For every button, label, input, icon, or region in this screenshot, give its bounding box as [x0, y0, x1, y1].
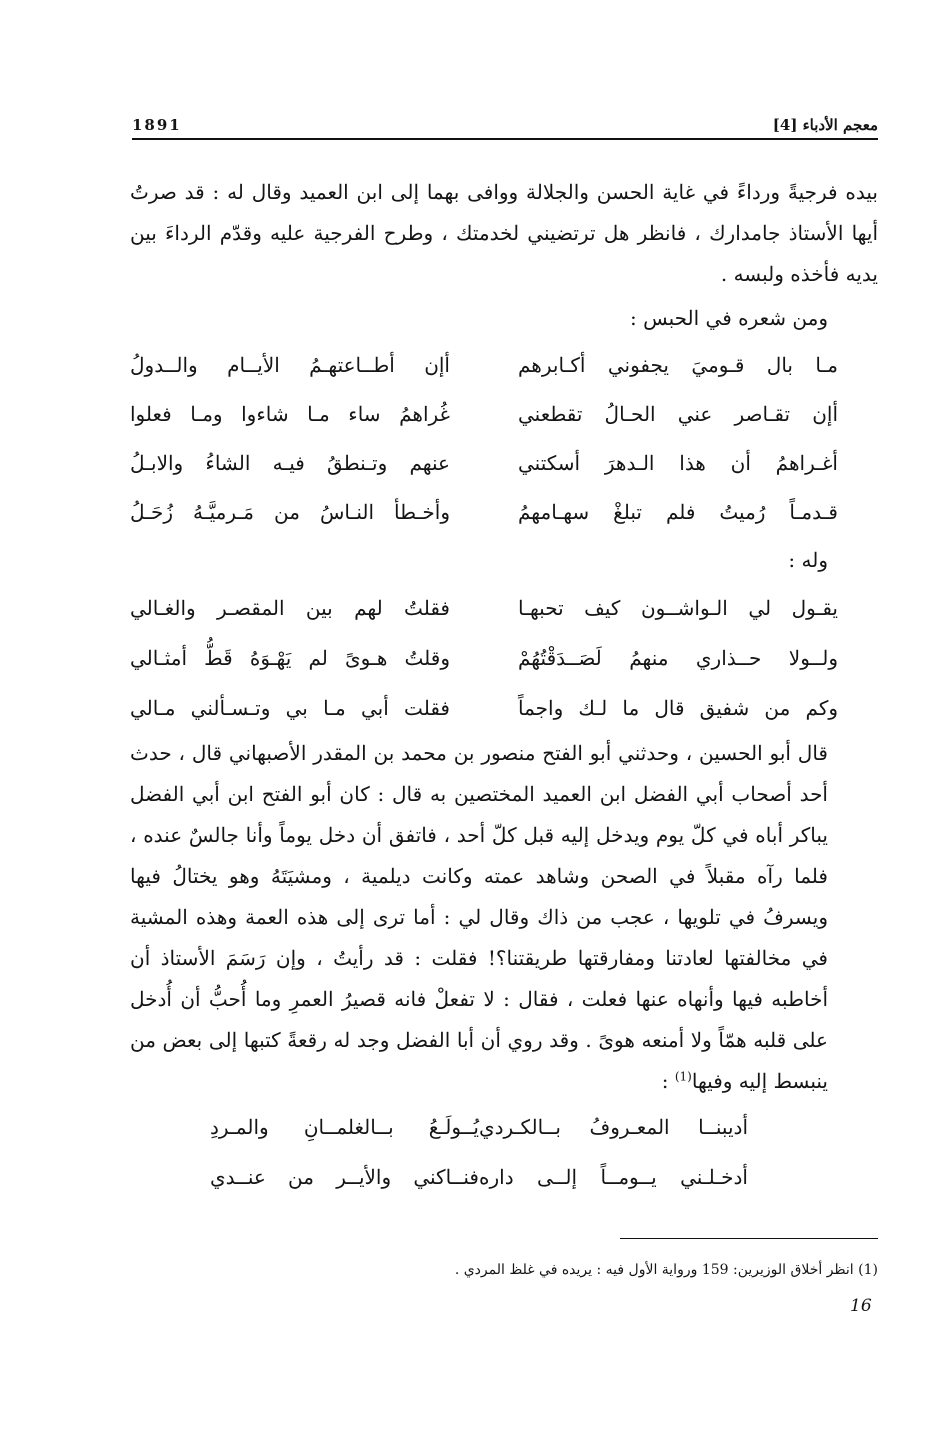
verse-second-hemistich: غُراهمُ ساء مـا شاءوا ومـا فعلوا — [130, 402, 450, 426]
paragraph-1: بيده فرجيةً ورداءً في غاية الحسن والجلالة ووافى بهما إلى ابن العميد وقال له : قد صرتُ أيها الأستاذ جامدارك ، فانظر هل ترتضيني لخدمتك ، وطرح الفرجية عليه وقدّم الرداءَ بين يديه فأخذه ولبسه . — [130, 180, 878, 286]
verse-row — [130, 439, 878, 488]
running-title: معجم الأدباء [4] — [772, 116, 878, 134]
verse-second-hemistich: فقلت أبي مـا بي وتـسـألني مـالي — [130, 695, 450, 720]
verse-first-hemistich: يقـول لي الـواشــون كيف تحبهـا — [518, 595, 838, 620]
page-number: 16 — [850, 1296, 872, 1316]
footnote-marker[interactable]: (1) — [674, 1069, 692, 1084]
verse-second-hemistich: وأخـطأ النـاسُ من مَـرميَّـهُ زُحَـلُ — [130, 500, 450, 524]
verse-second-hemistich: أإن أطــاعتهـمُ الأيــام والــدولُ — [130, 353, 450, 377]
paragraph-2: ومن شعره في الحبس : — [629, 306, 828, 330]
verse-first-hemistich: مـا بال قـوميَ يجفوني أكـابرهم — [518, 353, 838, 377]
poem-2 — [130, 583, 878, 733]
header-rule — [132, 138, 878, 140]
verse-row — [130, 488, 878, 537]
verse-first-hemistich: أدخـلـني يــومــاً إلــى داره — [479, 1164, 748, 1189]
verse-row — [130, 341, 878, 390]
verse-first-hemistich: أغـراهمُ أن هذا الـدهرَ أسكتني — [518, 451, 838, 475]
verse-row — [130, 1152, 878, 1202]
verse-second-hemistich: عنهم وتـنطقُ فيـه الشاءُ والابـلُ — [130, 451, 450, 475]
verse-second-hemistich: يُــولَـعُ بــالغلمــانِ والمـردِ — [210, 1114, 479, 1139]
verse-second-hemistich: وقلتُ هـوىً لم يَهْـوَهُ قَطُّ أمثـالي — [130, 645, 450, 670]
verse-row — [130, 583, 878, 633]
verse-first-hemistich: قـدمـاً رُميتُ فلم تبلغْ سهـامهمُ — [518, 500, 838, 524]
verse-second-hemistich: فنــاكني والأيــر من عنــدي — [210, 1164, 479, 1189]
paragraph-4-text: قال أبو الحسين ، وحدثني أبو الفتح منصور بن محمد بن المقدر الأصبهاني قال ، حدث أحد أصحاب أبي الفضل ابن العميد المختصين به قال : كان أبو الفتح ابن أبي الفضل يباكر أباه في كلّ يوم ويدخل إليه قبل كلّ أحد ، فاتفق أن دخل يوماً وأنا جالسٌ عنده ، فلما رآه مقبلاً في الصحن وشاهد عمته وكانت ديلمية ، ومشيَتَهُ وهو يختالُ فيها ويسرفُ في تلويها ، عجب من ذاك وقال لي : أما ترى إلى هذه العمة وهذه المشية في مخالفتها لعادتنا ومفارقتها طريقتنا؟! فقلت : قد رأيتُ ، وإن رَسَمَ الأستاذ أن أخاطبه فيها وأنهاه عنها فعلت ، فقال : لا تفعلْ فانه قصيرُ العمرِ وما أُحبُّ أن أُدخل على قلبه همّاً ولا أمنعه هوىً . وقد روي أن أبا الفضل وجد له رقعةً كتبها إلى بعض من ينبسط إليه وفيها — [130, 741, 828, 1093]
verse-row — [130, 1102, 878, 1152]
verse-row — [130, 633, 878, 683]
paragraph-4 — [130, 733, 878, 1102]
verse-row — [130, 390, 878, 439]
footnote-rule — [620, 1238, 878, 1239]
verse-second-hemistich: فقلتُ لهم بين المقصـر والغـالي — [130, 595, 450, 620]
verse-first-hemistich: وكم من شفيق قال ما لـك واجماً — [518, 695, 838, 720]
body-text — [130, 172, 878, 1202]
verse-row — [130, 683, 878, 733]
page-header — [132, 104, 878, 134]
verse-first-hemistich: أديبنــا المعـروفُ بــالكـردي — [479, 1114, 748, 1139]
verse-first-hemistich: أإن تقـاصر عني الحـالُ تقطعني — [518, 402, 838, 426]
footnote: (1) انظر أخلاق الوزيرين: 159 ورواية الأول فيه : يريده في غلظ المردي . — [454, 1262, 878, 1278]
poem-1 — [130, 341, 878, 537]
verse-first-hemistich: ولــولا حــذاري منهمُ لَصَــدَقْتُهُمْ — [518, 645, 838, 670]
poem-3 — [130, 1102, 878, 1202]
paragraph-3: وله : — [788, 548, 828, 572]
paragraph-4-tail: : — [661, 1069, 675, 1093]
page-label: 1891 — [132, 116, 182, 134]
